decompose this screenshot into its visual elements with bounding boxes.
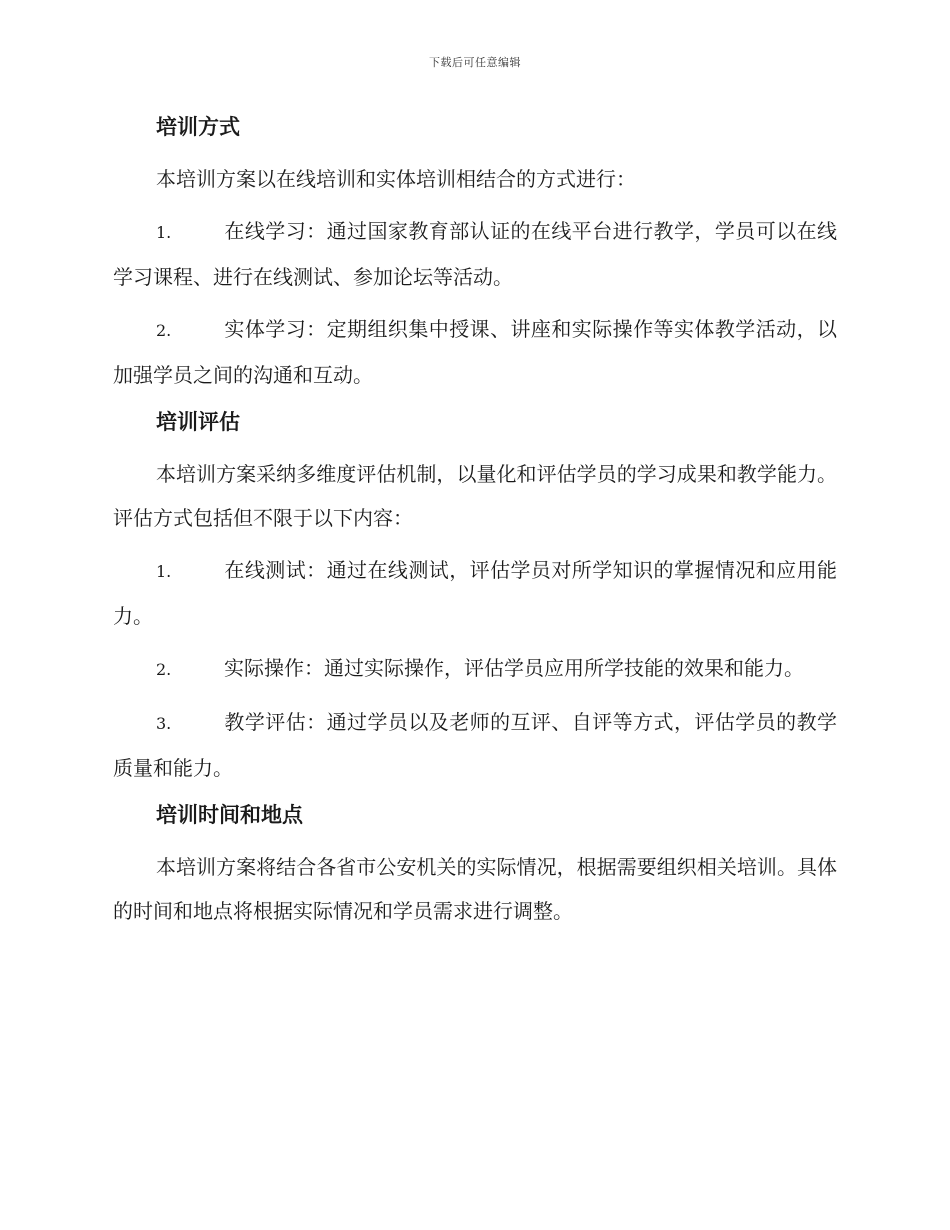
list-item [113,646,837,692]
list-item-number: 2. [156,660,172,679]
list-item-text: 实体学习：定期组织集中授课、讲座和实际操作等实体教学活动，以加强学员之间的沟通和互动。 [113,317,837,387]
section-heading-time-and-location: 培训时间和地点 [156,802,303,827]
list-item-number: 1. [156,562,172,581]
list-item-text: 在线学习：通过国家教育部认证的在线平台进行教学，学员可以在线学习课程、进行在线测试、参加论坛等活动。 [113,219,837,289]
section-intro-training-evaluation: 本培训方案采纳多维度评估机制，以量化和评估学员的学习成果和教学能力。评估方式包括但不限于以下内容： [113,462,837,530]
header-note: 下载后可任意编辑 [429,56,521,69]
list-item-text: 在线测试：通过在线测试，评估学员对所学知识的掌握情况和应用能力。 [113,558,837,628]
document-body [113,110,837,941]
list-item-number: 3. [156,714,172,733]
list-item-number: 1. [156,223,172,242]
section-heading-training-method: 培训方式 [156,114,240,139]
section-heading-training-evaluation: 培训评估 [156,409,240,434]
list-item-number: 2. [156,321,172,340]
list-item [113,307,837,397]
list-item-text: 实际操作：通过实际操作，评估学员应用所学技能的效果和能力。 [224,656,804,680]
list-item [113,209,837,299]
section-intro-time-and-location: 本培训方案将结合各省市公安机关的实际情况，根据需要组织相关培训。具体的时间和地点将根据实际情况和学员需求进行调整。 [113,855,837,923]
list-item [113,700,837,790]
list-item [113,548,837,638]
list-item-text: 教学评估：通过学员以及老师的互评、自评等方式，评估学员的教学质量和能力。 [113,710,837,780]
section-intro-training-method: 本培训方案以在线培训和实体培训相结合的方式进行： [156,167,636,191]
